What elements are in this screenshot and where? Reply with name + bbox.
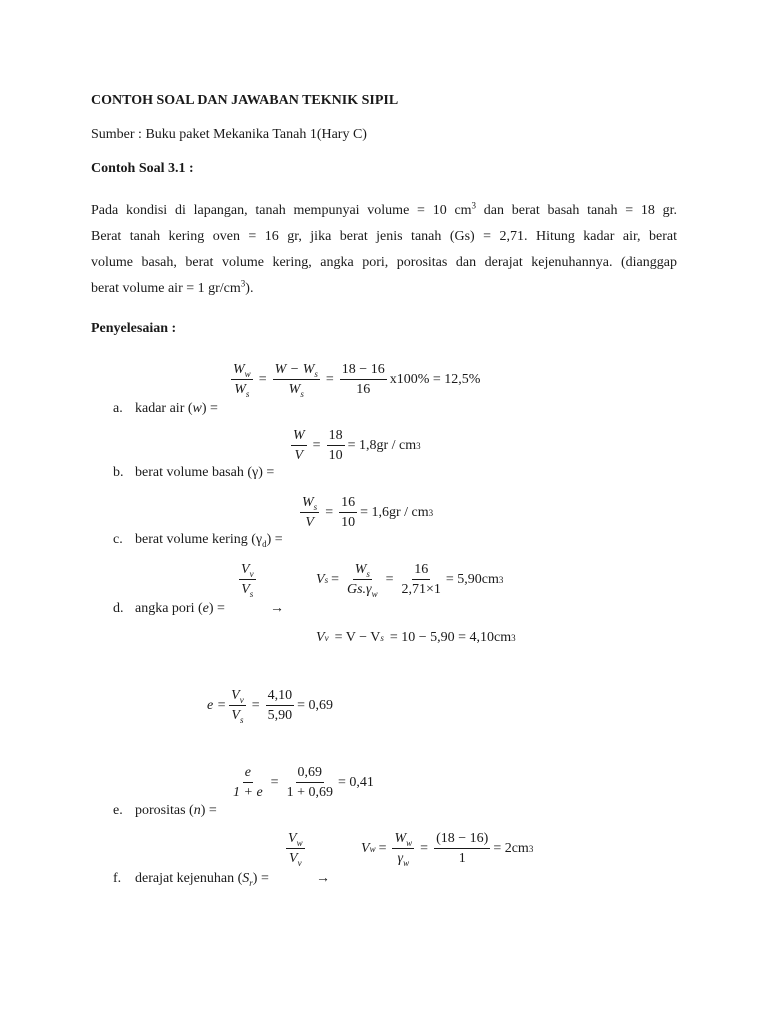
- formula-saturation-def: $\frac{V_w}{V_v}$: [288, 831, 303, 868]
- example-label: Contoh Soal 3.1 :: [91, 161, 194, 176]
- formula-wet-unit-weight: $\frac{W}{V}$ = $\frac{18}{10}$ = 1,8gr / cm 3: [293, 428, 421, 463]
- arrow-icon: →: [270, 601, 284, 616]
- formula-porosity: $\frac{e}{1 + e}$ = $\frac{0,69}{1 + 0,69}$ = 0,41: [233, 765, 374, 800]
- item-b: b. berat volume basah (γ) =: [113, 465, 275, 480]
- item-d: d. angka pori (e) =: [113, 601, 225, 616]
- problem-line-3: volume basah, berat volume kering, angka pori, porositas dan derajat kejenuhannya. (dianggap: [91, 255, 677, 270]
- formula-solid-volume: V s = $\frac{W_s}{Gs.\gamma_w}$ = $\frac{16}{2,71\times 1}$ = 5,90cm 3: [316, 562, 504, 599]
- formula-water-content: $\frac{W_w}{W_s}$ = $\frac{W - W_s}{W_s}$ = $\frac{18 - 16}{16}$ x100% = 12,5%: [233, 362, 481, 399]
- source-line: Sumber : Buku paket Mekanika Tanah 1(Hary C): [91, 127, 367, 142]
- problem-line-1: Pada kondisi di lapangan, tanah mempunyai volume = 10 $cm^3$ dan berat basah tanah = 18 gr.: [91, 200, 677, 218]
- formula-void-ratio-def: $\frac{V_v}{V_s}$: [241, 562, 254, 599]
- item-f: f. derajat kejenuhan $(S_r)$ =: [113, 871, 269, 888]
- formula-dry-unit-weight: $\frac{W_s}{V}$ = $\frac{16}{10}$ = 1,6gr / cm 3: [302, 495, 434, 530]
- solution-label: Penyelesaian :: [91, 321, 177, 336]
- problem-paragraph: [91, 198, 677, 302]
- document-title: CONTOH SOAL DAN JAWABAN TEKNIK SIPIL: [91, 93, 399, 108]
- problem-line-4: berat volume air = 1 $gr/cm^3$).: [91, 278, 254, 296]
- problem-line-2: Berat tanah kering oven = 16 gr, jika berat jenis tanah (Gs) = 2,71. Hitung kadar air, berat: [91, 229, 677, 244]
- formula-water-volume: V w = $\frac{W_w}{\gamma_w}$ = $\frac{(18 - 16)}{1}$ = 2cm 3: [361, 831, 534, 868]
- formula-void-volume: V v = V − V s = 10 − 5,90 = 4,10cm 3: [316, 630, 516, 645]
- item-a: a. kadar air (w) =: [113, 401, 218, 416]
- item-e: e. porositas (n) =: [113, 803, 217, 818]
- item-c: c. berat volume kering $(\gamma_d)$ =: [113, 532, 283, 549]
- arrow-icon: →: [316, 871, 330, 886]
- formula-void-ratio-result: e = $\frac{V_v}{V_s}$ = $\frac{4,10}{5,90}$ = 0,69: [207, 688, 334, 725]
